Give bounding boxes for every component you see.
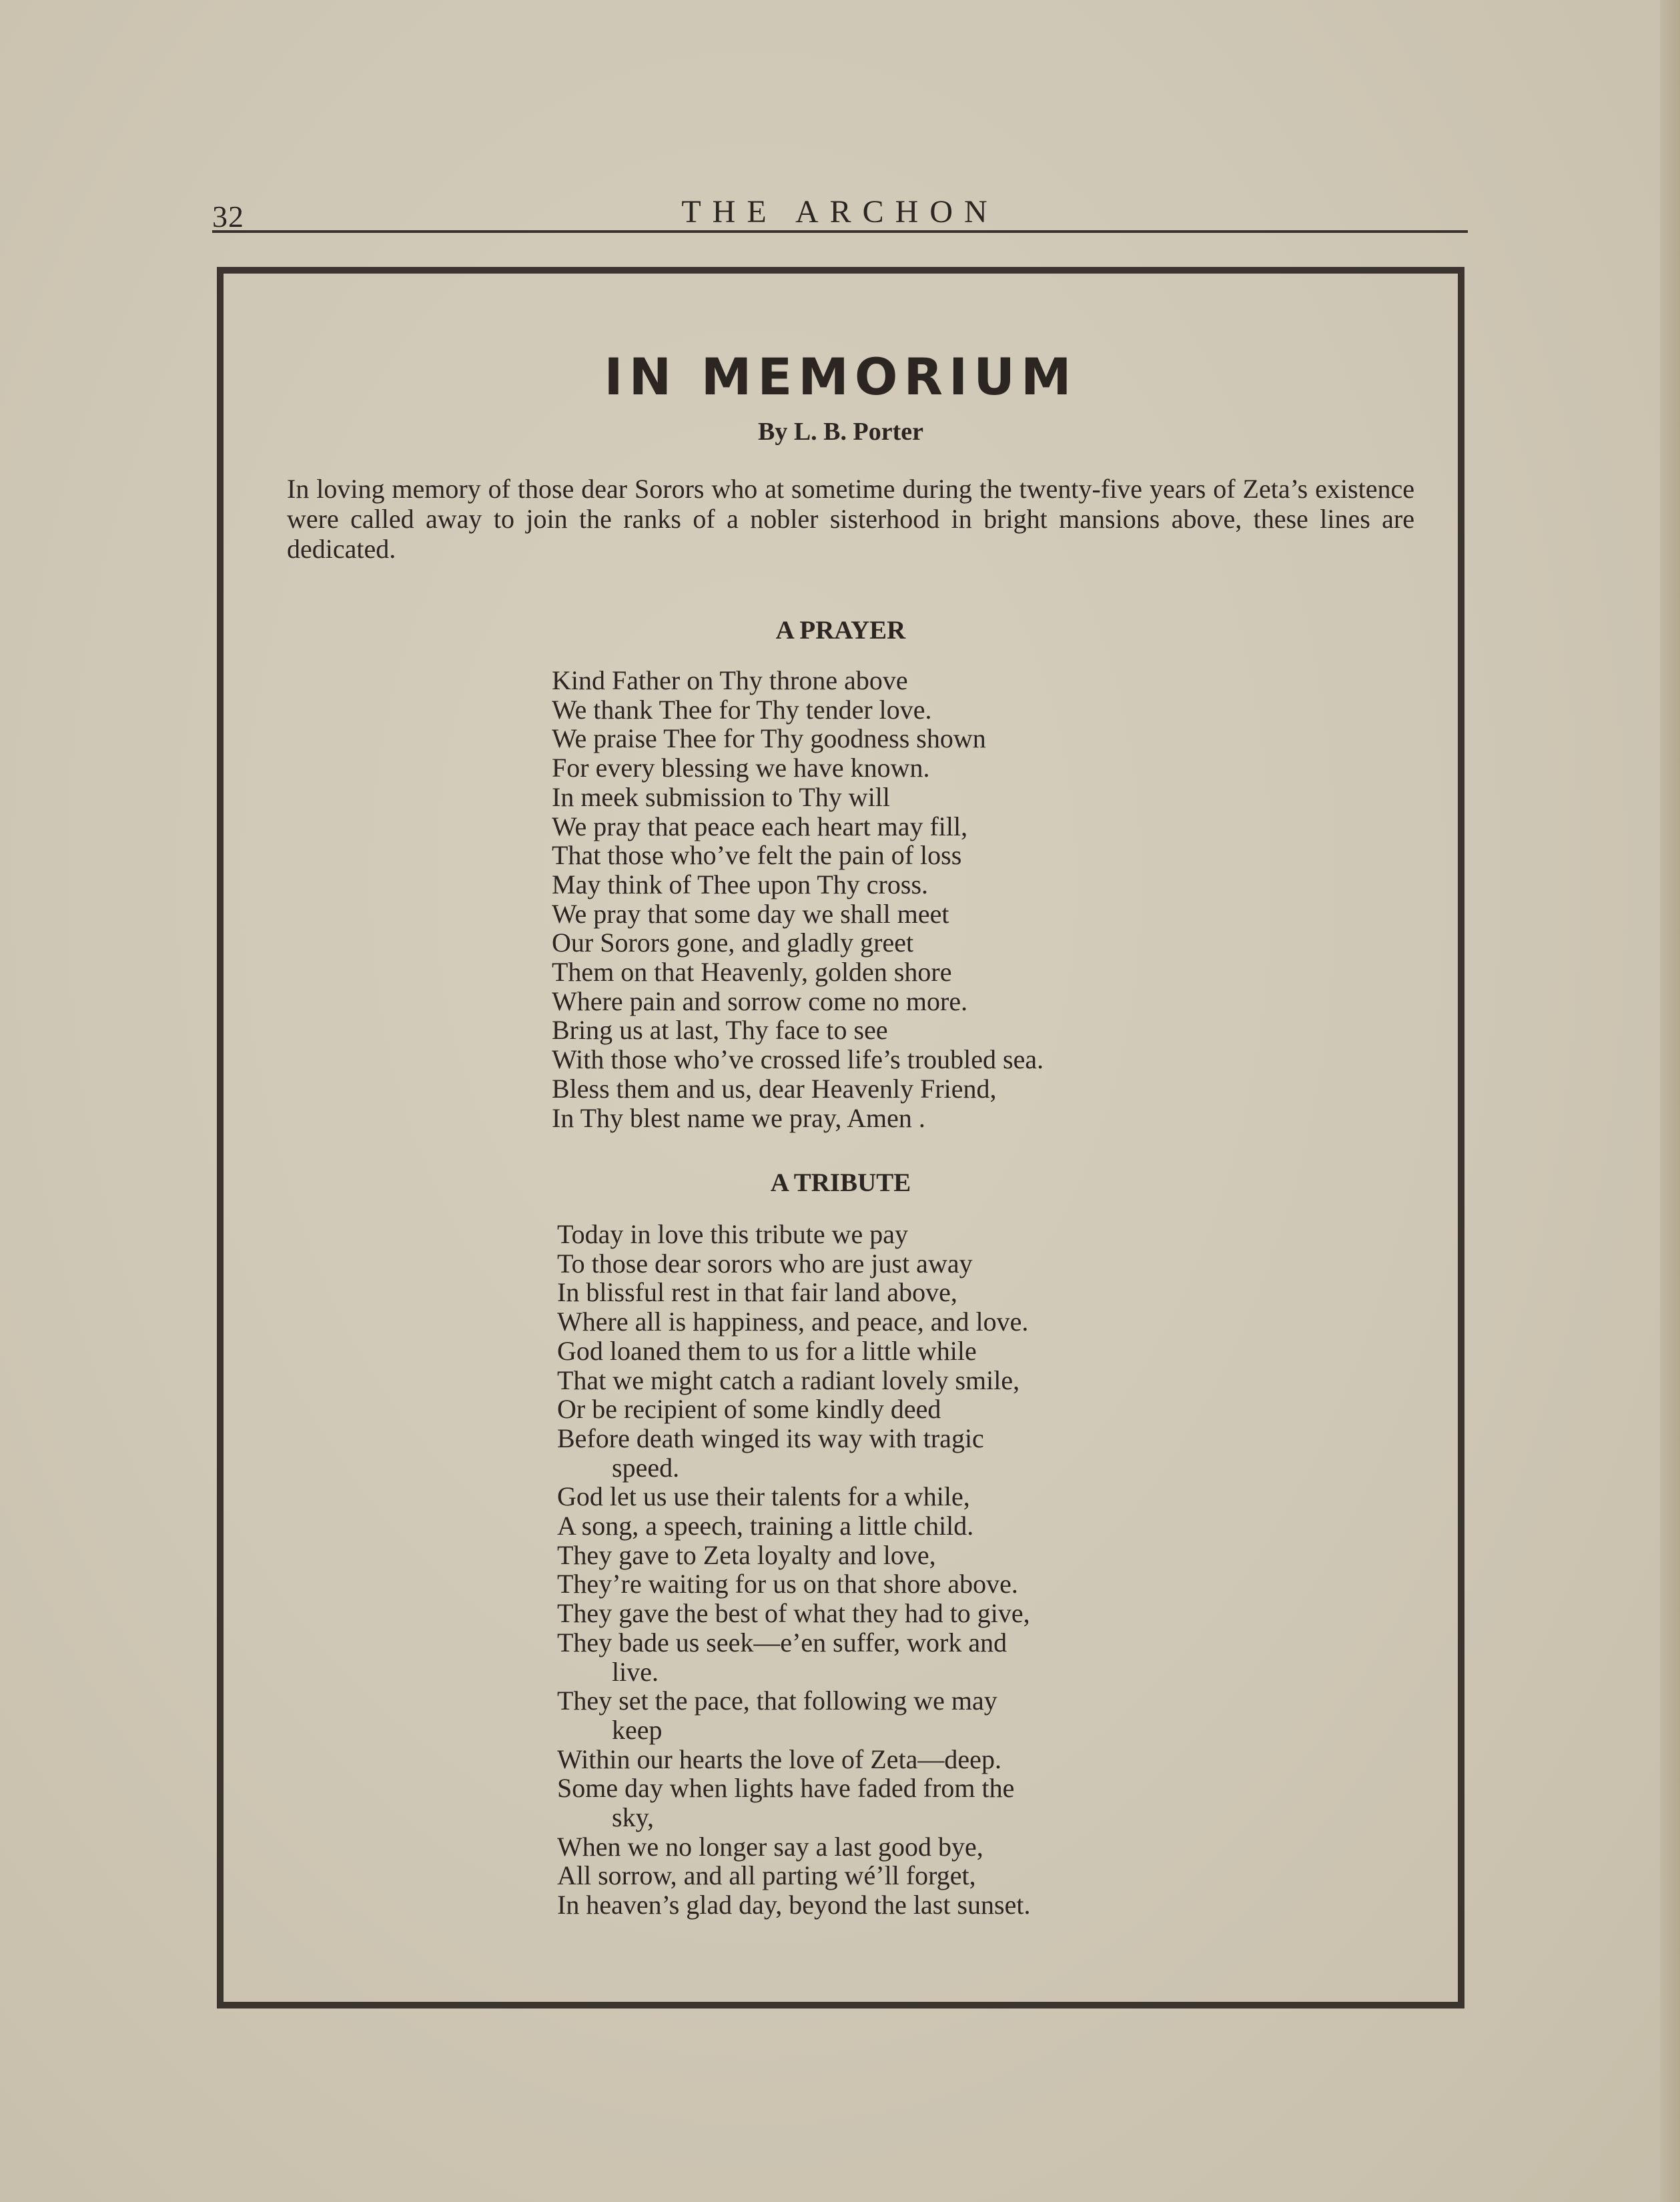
poem-line: God let us use their talents for a while, bbox=[557, 1481, 970, 1512]
poem-line: In meek submission to Thy will bbox=[552, 781, 891, 812]
poem-line: Where all is happiness, and peace, and love. bbox=[557, 1307, 1029, 1337]
poem-line: God loaned them to us for a little while bbox=[557, 1335, 977, 1366]
poem-line: Or be recipient of some kindly deed bbox=[557, 1394, 941, 1425]
poem-line: We praise Thee for Thy goodness shown bbox=[552, 723, 986, 754]
tribute-poem bbox=[557, 1220, 1151, 1920]
poem-line: They set the pace, that following we may bbox=[557, 1686, 997, 1716]
poem-line: In blissful rest in that fair land above, bbox=[557, 1277, 957, 1308]
poem-line: To those dear sorors who are just away bbox=[557, 1248, 973, 1278]
poem-line: May think of Thee upon Thy cross. bbox=[552, 869, 929, 899]
poem-line-continuation: speed. bbox=[612, 1452, 680, 1483]
page-header bbox=[212, 194, 1468, 234]
poem-line: We pray that some day we shall meet bbox=[552, 898, 949, 929]
poem-line: For every blessing we have known. bbox=[552, 753, 930, 783]
article-title: IN MEMORIUM bbox=[604, 347, 1078, 406]
poem-line: They bade us seek—e’en suffer, work and bbox=[557, 1627, 1007, 1658]
poem-line: We thank Thee for Thy tender love. bbox=[552, 694, 932, 725]
poem-line: With those who’ve crossed life’s troubled sea. bbox=[552, 1044, 1044, 1075]
poem-line: Today in love this tribute we pay bbox=[557, 1219, 908, 1249]
poem-line-continuation: sky, bbox=[612, 1802, 654, 1833]
poem-line: Some day when lights have faded from the bbox=[557, 1773, 1015, 1804]
prayer-poem bbox=[552, 666, 1139, 1132]
poem-line: Kind Father on Thy throne above bbox=[552, 665, 908, 695]
running-title: THE ARCHON bbox=[681, 194, 999, 230]
poem-line: They gave to Zeta loyalty and love, bbox=[557, 1539, 936, 1570]
poem-line: We pray that peace each heart may fill, bbox=[552, 811, 968, 841]
poem-line: Our Sorors gone, and gladly greet bbox=[552, 928, 914, 958]
poem-line: That we might catch a radiant lovely smile, bbox=[557, 1365, 1020, 1395]
poem-line: Before death winged its way with tragic bbox=[557, 1423, 984, 1453]
poem-line: In Thy blest name we pray, Amen . bbox=[552, 1102, 925, 1133]
poem-line: In heaven’s glad day, beyond the last sunset. bbox=[557, 1890, 1031, 1920]
prayer-heading: A PRAYER bbox=[775, 616, 906, 645]
poem-line: A song, a speech, training a little child. bbox=[557, 1511, 974, 1541]
article-byline: By L. B. Porter bbox=[757, 418, 923, 446]
page-edge bbox=[1660, 0, 1680, 2202]
poem-line: Bring us at last, Thy face to see bbox=[552, 1015, 888, 1046]
poem-line: Within our hearts the love of Zeta—deep. bbox=[557, 1744, 1001, 1774]
poem-line: When we no longer say a last good bye, bbox=[557, 1831, 983, 1862]
dedication-paragraph: In loving memory of those dear Sorors who at sometime during the twenty-five years of Zeta’s existence were called away to join the ranks of a nobler sisterhood in bright mansions above, these lines are dedicated. bbox=[287, 474, 1414, 564]
header-rule bbox=[212, 230, 1468, 233]
poem-line: All sorrow, and all parting wé’ll forget, bbox=[557, 1860, 976, 1891]
poem-line: Them on that Heavenly, golden shore bbox=[552, 957, 952, 988]
tribute-heading: A TRIBUTE bbox=[770, 1168, 911, 1197]
poem-line: Where pain and sorrow come no more. bbox=[552, 986, 968, 1016]
memorial-frame bbox=[217, 267, 1464, 2008]
page-number: 32 bbox=[212, 200, 244, 234]
poem-line: They’re waiting for us on that shore above. bbox=[557, 1569, 1018, 1599]
poem-line-continuation: live. bbox=[612, 1656, 659, 1687]
poem-line-continuation: keep bbox=[612, 1714, 663, 1745]
poem-line: That those who’ve felt the pain of loss bbox=[552, 840, 962, 871]
poem-line: Bless them and us, dear Heavenly Friend, bbox=[552, 1073, 997, 1104]
poem-line: They gave the best of what they had to give, bbox=[557, 1598, 1030, 1629]
